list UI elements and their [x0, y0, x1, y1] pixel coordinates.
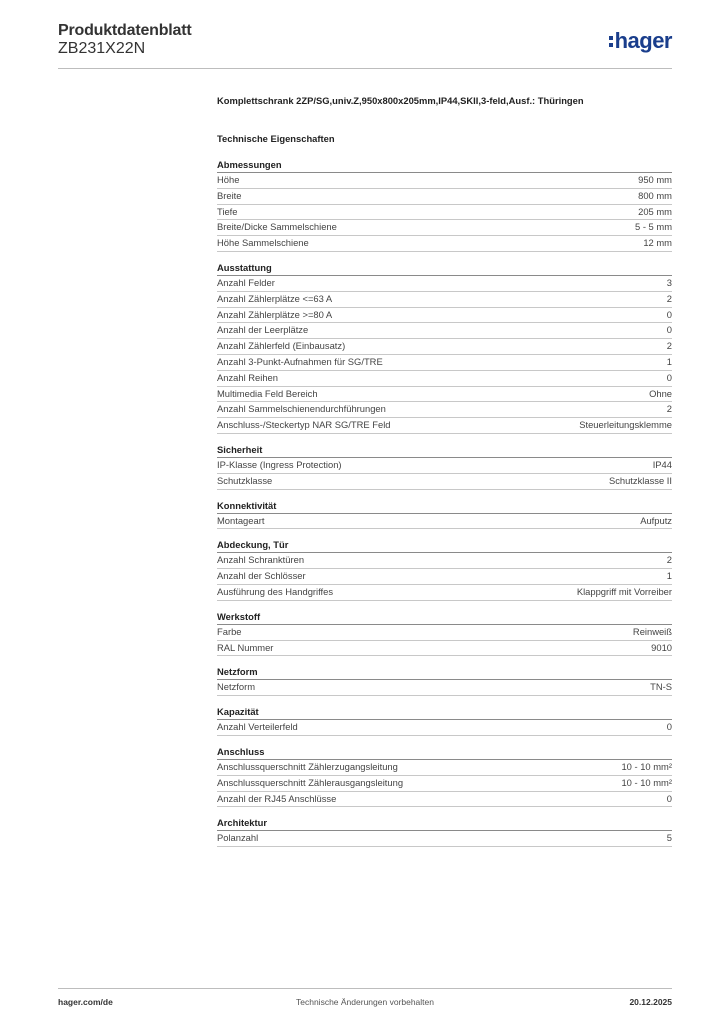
logo-dots-icon: [609, 36, 613, 47]
property-value: 3: [666, 276, 672, 288]
property-value: 950 mm: [638, 174, 672, 185]
property-label: RAL Nummer: [217, 641, 274, 653]
property-label: Montageart: [217, 514, 265, 526]
property-row: [217, 553, 672, 569]
property-row: [217, 387, 672, 403]
property-groups: [217, 158, 672, 847]
group-title: Kapazität: [217, 705, 672, 720]
property-row: [217, 641, 672, 657]
property-row: [217, 514, 672, 530]
property-value: 10 - 10 mm²: [621, 776, 672, 788]
property-row: [217, 339, 672, 355]
property-label: Multimedia Feld Bereich: [217, 387, 318, 399]
property-label: Farbe: [217, 625, 242, 637]
property-value: 1: [666, 355, 672, 367]
property-group: [217, 665, 672, 696]
property-row: [217, 276, 672, 292]
property-value: 205 mm: [638, 205, 672, 217]
property-value: 10 - 10 mm²: [621, 760, 672, 772]
property-value: IP44: [652, 458, 672, 470]
property-label: Anzahl Zählerfeld (Einbausatz): [217, 340, 346, 352]
property-value: 800 mm: [638, 189, 672, 201]
property-label: Anzahl Zählerplätze >=80 A: [217, 308, 333, 320]
property-value: Reinweiß: [632, 625, 672, 637]
property-value: 0: [666, 792, 672, 804]
property-row: [217, 292, 672, 308]
group-title: Ausstattung: [217, 261, 672, 276]
property-label: Höhe: [217, 174, 240, 185]
group-title: Abdeckung, Tür: [217, 538, 672, 553]
property-row: [217, 355, 672, 371]
property-group: [217, 158, 672, 252]
property-value: TN-S: [650, 681, 672, 693]
property-label: Anzahl der Schlösser: [217, 570, 306, 582]
property-row: [217, 585, 672, 601]
property-label: Anzahl der RJ45 Anschlüsse: [217, 792, 337, 804]
property-value: Klappgriff mit Vorreiber: [576, 585, 672, 597]
property-value: 5 - 5 mm: [635, 221, 672, 233]
property-row: [217, 569, 672, 585]
property-label: Anzahl Verteilerfeld: [217, 721, 298, 733]
property-group: [217, 705, 672, 736]
property-label: Anschluss-/Steckertyp NAR SG/TRE Feld: [217, 419, 391, 431]
property-group: [217, 443, 672, 490]
property-label: Tiefe: [217, 205, 238, 217]
property-value: 2: [666, 403, 672, 415]
property-value: 12 mm: [643, 237, 672, 249]
property-row: [217, 720, 672, 736]
property-row: [217, 205, 672, 221]
property-label: Schutzklasse: [217, 474, 273, 486]
property-row: [217, 792, 672, 808]
property-label: Anzahl Reihen: [217, 371, 278, 383]
property-label: Polanzahl: [217, 832, 259, 844]
page-header: [58, 20, 672, 68]
footer-date: 20.12.2025: [629, 997, 672, 1007]
property-label: Breite: [217, 189, 242, 201]
property-value: 0: [666, 371, 672, 383]
property-label: Anzahl Sammelschienendurchführungen: [217, 403, 386, 415]
section-title: Technische Eigenschaften: [217, 133, 335, 144]
property-row: [217, 418, 672, 434]
property-label: Anzahl 3-Punkt-Aufnahmen für SG/TRE: [217, 355, 383, 367]
group-title: Sicherheit: [217, 443, 672, 458]
property-value: Aufputz: [640, 514, 672, 526]
property-label: Breite/Dicke Sammelschiene: [217, 221, 337, 233]
property-row: [217, 680, 672, 696]
group-title: Anschluss: [217, 745, 672, 760]
property-row: [217, 402, 672, 418]
property-label: Anzahl Felder: [217, 276, 275, 288]
property-label: Anschlussquerschnitt Zählerzugangsleitung: [217, 760, 398, 772]
property-value: 0: [666, 308, 672, 320]
footer-divider: [58, 988, 672, 989]
property-row: [217, 323, 672, 339]
property-group: [217, 816, 672, 847]
footer-website[interactable]: hager.com/de: [58, 997, 113, 1007]
property-group: [217, 745, 672, 807]
product-description: Komplettschrank 2ZP/SG,univ.Z,950x800x205mm,IP44,SKII,3-feld,Ausf.: Thüringen: [217, 95, 584, 106]
property-row: [217, 776, 672, 792]
hager-logo: [609, 28, 672, 54]
property-label: Anzahl Zählerplätze <=63 A: [217, 292, 333, 304]
property-row: [217, 189, 672, 205]
logo-text: hager: [614, 28, 672, 53]
property-row: [217, 474, 672, 490]
property-row: [217, 760, 672, 776]
property-group: [217, 538, 672, 600]
property-label: Ausführung des Handgriffes: [217, 585, 334, 597]
property-group: [217, 261, 672, 434]
property-label: Anzahl der Leerplätze: [217, 324, 309, 336]
property-row: [217, 458, 672, 474]
product-code: ZB231X22N: [58, 40, 146, 57]
document-title: Produktdatenblatt: [58, 22, 192, 39]
property-label: IP-Klasse (Ingress Protection): [217, 458, 342, 470]
group-title: Abmessungen: [217, 158, 672, 173]
property-value: Schutzklasse II: [608, 474, 672, 486]
group-title: Netzform: [217, 665, 672, 680]
property-label: Netzform: [217, 681, 256, 693]
property-row: [217, 625, 672, 641]
group-title: Architektur: [217, 816, 672, 831]
property-row: [217, 220, 672, 236]
property-row: [217, 236, 672, 252]
datasheet-content: [217, 95, 672, 856]
property-value: 1: [666, 570, 672, 582]
footer-notice: Technische Änderungen vorbehalten: [296, 997, 434, 1007]
property-value: 0: [666, 324, 672, 336]
property-value: 2: [666, 292, 672, 304]
property-group: [217, 499, 672, 530]
property-value: 2: [666, 340, 672, 352]
group-title: Konnektivität: [217, 499, 672, 514]
property-group: [217, 610, 672, 657]
property-value: Ohne: [649, 387, 672, 399]
property-row: [217, 173, 672, 189]
property-value: Steuerleitungsklemme: [579, 419, 672, 431]
property-value: 5: [666, 832, 672, 844]
property-row: [217, 371, 672, 387]
header-divider: [58, 68, 672, 69]
property-value: 0: [666, 721, 672, 733]
property-label: Höhe Sammelschiene: [217, 237, 309, 249]
property-label: Anschlussquerschnitt Zählerausgangsleitung: [217, 776, 404, 788]
property-label: Anzahl Schranktüren: [217, 554, 305, 566]
property-row: [217, 831, 672, 847]
property-value: 9010: [651, 641, 672, 653]
group-title: Werkstoff: [217, 610, 672, 625]
property-row: [217, 308, 672, 324]
property-value: 2: [666, 554, 672, 566]
